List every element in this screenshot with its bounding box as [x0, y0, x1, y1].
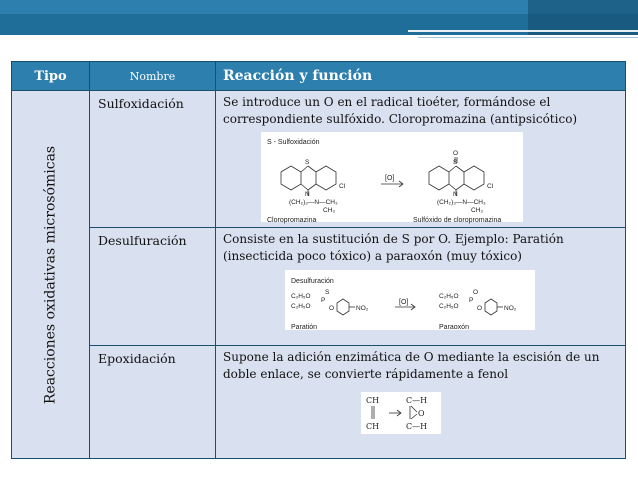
reaction-description	[216, 346, 626, 459]
header-tipo: Tipo	[12, 62, 90, 91]
epox-oxygen: O	[418, 409, 425, 418]
right-compound-label: Sulfóxido de cloropromazina	[413, 217, 502, 224]
table-row	[12, 91, 626, 228]
reagent-label: [O]	[399, 299, 409, 306]
svg-text:(CH₂)₃—N—CH₃: (CH₂)₃—N—CH₃	[289, 199, 338, 206]
left-compound-label: Paratión	[291, 324, 318, 331]
reaction-description	[216, 228, 626, 346]
svg-text:C₂H₅O: C₂H₅O	[439, 293, 459, 300]
epox-right-bottom: C—H	[406, 422, 428, 431]
svg-text:C₂H₅O: C₂H₅O	[439, 303, 459, 310]
group-cell	[12, 91, 90, 459]
reaction-name: Sulfoxidación	[90, 91, 216, 228]
figure-title: Desulfuración	[291, 278, 334, 285]
reagent-label: [O]	[385, 175, 395, 182]
svg-text:Cl: Cl	[339, 183, 346, 190]
reaction-name: Epoxidación	[90, 346, 216, 459]
svg-text:O: O	[453, 150, 459, 157]
svg-text:N: N	[453, 191, 458, 198]
svg-text:C₂H₅O: C₂H₅O	[291, 303, 311, 310]
svg-text:S: S	[325, 289, 330, 296]
description-text: Consiste en la sustitución de S por O. Ejemplo: Paratión (insecticida poco tóxico) a paraoxón (muy tóxico)	[223, 232, 564, 263]
header-reaccion: Reacción y función	[216, 62, 626, 91]
epoxidation-structure-drawing	[361, 392, 441, 434]
epox-left-top: CH	[366, 396, 380, 405]
top-banner-line-2	[418, 37, 638, 38]
svg-text:P: P	[321, 297, 326, 304]
table-row	[12, 346, 626, 459]
epox-left-bottom: CH	[366, 422, 380, 431]
header-nombre: Nombre	[90, 62, 216, 91]
top-banner-line	[408, 30, 638, 32]
group-label: Reacciones oxidativas microsómicas	[42, 145, 58, 404]
svg-text:CH₃: CH₃	[323, 207, 336, 214]
svg-text:(CH₂)₃—N—CH₃: (CH₂)₃—N—CH₃	[437, 199, 486, 206]
svg-text:C₂H₅O: C₂H₅O	[291, 293, 311, 300]
reactions-table	[11, 61, 626, 459]
description-text: Se introduce un O en el radical tioéter, formándose el correspondiente sulfóxido. Cloropromazina (antipsicótico)	[223, 95, 578, 126]
svg-text:S: S	[305, 159, 310, 166]
left-compound-label: Cloropromazina	[267, 217, 317, 224]
reaction-name: Desulfuración	[90, 228, 216, 346]
sulfoxidation-figure	[261, 132, 523, 222]
epox-right-top: C—H	[406, 396, 428, 405]
table-row	[12, 228, 626, 346]
desulfuration-figure	[285, 270, 535, 330]
svg-text:N: N	[305, 191, 310, 198]
reaction-description	[216, 91, 626, 228]
svg-text:P: P	[469, 297, 474, 304]
svg-text:NO₂: NO₂	[356, 305, 369, 312]
header-row	[12, 62, 626, 91]
svg-text:O: O	[477, 305, 483, 312]
svg-text:NO₂: NO₂	[504, 305, 517, 312]
svg-text:S: S	[453, 159, 458, 166]
epoxidation-figure	[361, 392, 441, 434]
svg-text:CH₃: CH₃	[471, 207, 484, 214]
figure-title: S - Sulfoxidación	[267, 139, 320, 146]
svg-text:O: O	[473, 289, 479, 296]
svg-text:O: O	[329, 305, 335, 312]
svg-text:Cl: Cl	[487, 183, 494, 190]
description-text: Supone la adición enzimática de O mediante la escisión de un doble enlace, se convierte rápidamente a fenol	[223, 350, 600, 381]
desulfuration-structure-drawing	[285, 270, 535, 330]
right-compound-label: Paraoxón	[439, 324, 469, 331]
